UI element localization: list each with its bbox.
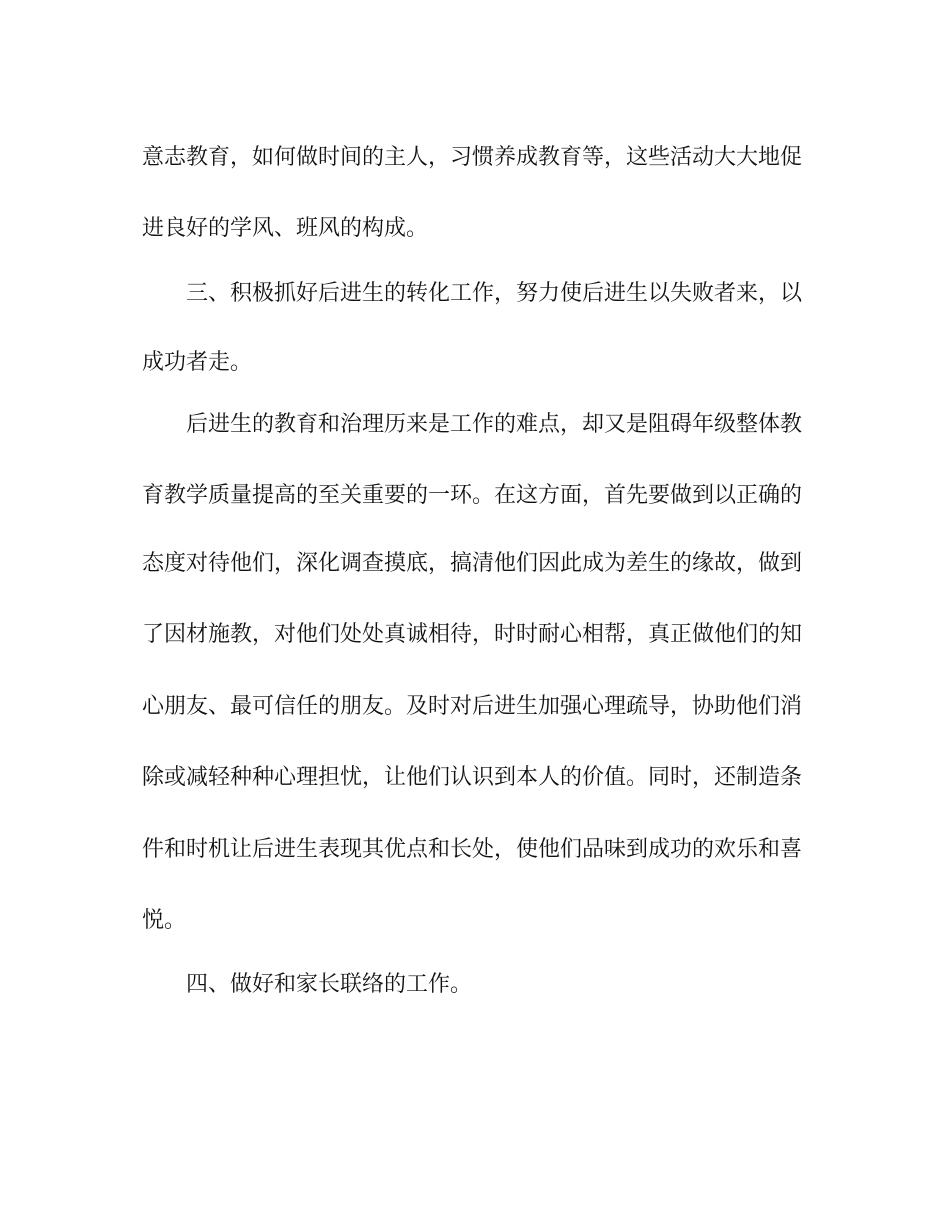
body-text-line: 进良好的学风、班风的构成。	[142, 216, 429, 241]
body-text-line: 态度对待他们，深化调查摸底，搞清他们因此成为差生的缘故，做到	[142, 551, 802, 576]
section-heading-3: 三、积极抓好后进生的转化工作，努力使后进生以失败者来，以	[186, 281, 802, 306]
body-text-line: 育教学质量提高的至关重要的一环。在这方面，首先要做到以正确的	[142, 483, 802, 508]
body-text-line: 了因材施教，对他们处处真诚相待，时时耐心相帮，真正做他们的知	[142, 622, 802, 647]
body-text-line: 心朋友、最可信任的朋友。及时对后进生加强心理疏导，协助他们消	[142, 694, 802, 719]
body-text-line: 除或减轻种种心理担忧，让他们认识到本人的价值。同时，还制造条	[142, 765, 802, 790]
section-heading-4: 四、做好和家长联络的工作。	[186, 972, 473, 997]
body-text-line: 件和时机让后进生表现其优点和长处，使他们品味到成功的欢乐和喜	[142, 837, 802, 862]
body-text-line: 成功者走。	[142, 350, 253, 375]
body-text-line: 悦。	[142, 908, 187, 933]
paragraph-first-line: 后进生的教育和治理历来是工作的难点，却又是阻碍年级整体教	[186, 412, 802, 437]
body-text-line: 意志教育，如何做时间的主人，习惯养成教育等，这些活动大大地促	[142, 145, 802, 170]
